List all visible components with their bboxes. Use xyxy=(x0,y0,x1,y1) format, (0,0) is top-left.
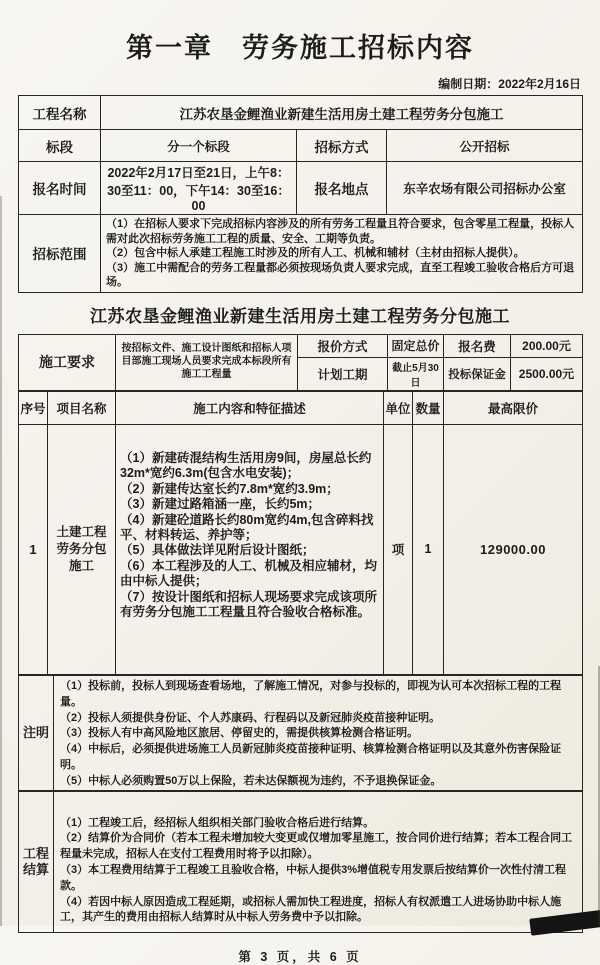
header-quantity: 数量 xyxy=(413,391,444,424)
description-line: （7）按设计图纸和招标人现场要求完成该项所有劳务分包施工工程量且符合验收合格标准。 xyxy=(120,589,377,620)
settlement-items xyxy=(54,791,583,932)
signup-place-value: 东辛农场有限公司招标办公室 xyxy=(387,162,583,215)
settlement-item: （3）本工程费用结算于工程竣工且验收合格，中标人提供3%增值税专用发票后按结算价一次性付清工程款。 xyxy=(60,863,567,892)
items-table xyxy=(18,391,583,675)
settlement-item: （2）结算价为合同价（若本工程未增加较大变更或仅增加零星施工，按合同价进行结算；若本工程合同工程量未完成，招标人在支付工程费用时将予以扣除）。 xyxy=(60,832,573,861)
signup-time-value: 2022年2月17日至21日，上午8：30至11：00，下午14：30至16：00 xyxy=(101,162,297,215)
requirements-description: 按招标文件、施工设计图纸和招标人项目部施工现场人员要求完成本标段所有施工工程量 xyxy=(116,334,298,390)
items-table-header xyxy=(19,391,583,424)
notes-items xyxy=(54,675,583,790)
requirements-label: 施工要求 xyxy=(19,334,116,390)
section-title: 江苏农垦金鲤渔业新建生活用房土建工程劳务分包施工 xyxy=(90,306,510,326)
notes-label: 注明 xyxy=(19,675,54,790)
signup-time-label: 报名时间 xyxy=(19,162,101,215)
item-name: 土建工程劳务分包施工 xyxy=(48,424,116,674)
signup-place-label: 报名地点 xyxy=(297,162,387,215)
header-description: 施工内容和特征描述 xyxy=(116,391,384,424)
plan-period-value: 截止5月30日 xyxy=(388,357,444,390)
scope-label: 招标范围 xyxy=(19,215,101,293)
settlement-item: （1）工程竣工后，经招标人组织相关部门验收合格后进行结算。 xyxy=(60,816,375,829)
page-number: 第 3 页，共 6 页 xyxy=(238,949,362,964)
quote-method-label: 报价方式 xyxy=(298,334,388,357)
section-value: 分一个标段 xyxy=(101,130,297,162)
scope-item: （1）在招标人要求下完成招标内容涉及的所有劳务工程量且符合要求，包含零星工程量，投标人需对此次招标劳务施工工程的质量、安全、工期等负责。 xyxy=(106,218,575,245)
scope-items xyxy=(101,215,583,293)
notes-table xyxy=(18,675,583,791)
signup-fee-label: 报名费 xyxy=(444,334,511,357)
header-unit: 单位 xyxy=(384,391,413,424)
item-no: 1 xyxy=(19,424,48,674)
bid-method-value: 公开招标 xyxy=(387,130,583,162)
compile-date: 编制日期：2022年2月16日 xyxy=(438,77,581,91)
description-line: （6）本工程涉及的人工、机械及相应辅材，均由中标人提供； xyxy=(120,558,377,589)
description-line: （4）新建砼道路长约80m宽约4m,包含碎料找平、材料转运、养护等； xyxy=(120,512,374,542)
item-max-price: 129000.00 xyxy=(444,424,583,674)
project-info-table xyxy=(18,95,583,293)
project-name-value: 江苏农垦金鲤渔业新建生活用房土建工程劳务分包施工 xyxy=(101,96,583,130)
settlement-item: （4）若因中标人原因造成工程延期，或招标人需加快工程进度，招标人有权派遣工人进场协助中标人施工，其产生的费用由招标人结算时从中标人劳务费中予以扣除。 xyxy=(60,895,562,924)
bid-method-label: 招标方式 xyxy=(297,130,387,162)
header-max-price: 最高限价 xyxy=(444,391,583,424)
item-quantity: 1 xyxy=(413,424,444,674)
project-name-label: 工程名称 xyxy=(19,96,101,130)
deposit-value: 2500.00元 xyxy=(511,357,583,390)
quote-method-value: 固定总价 xyxy=(388,334,444,357)
construction-requirements-table xyxy=(18,334,583,391)
description-line: （1）新建砖混结构生活用房9间，房屋总长约32m*宽约6.3m(包含水电安装)； xyxy=(120,450,372,481)
document-page xyxy=(0,26,600,965)
header-name: 项目名称 xyxy=(48,391,116,424)
settlement-table xyxy=(18,791,583,933)
page-title: 第一章 劳务施工招标内容 xyxy=(126,33,474,63)
table-row xyxy=(19,424,583,674)
note-item: （2）投标人须提供身份证、个人苏康码、行程码以及新冠肺炎疫苗接种证明。 xyxy=(60,711,441,724)
description-line: （3）新建过路箱涵一座，长约5m； xyxy=(120,497,321,512)
scope-item: （3）施工中需配合的劳务工程量都必须按现场负责人要求完成，直至工程竣工验收合格后方可退场。 xyxy=(106,261,575,289)
description-line: （5）具体做法详见附后设计图纸； xyxy=(120,543,315,558)
deposit-label: 投标保证金 xyxy=(444,357,511,390)
scan-edge-left xyxy=(0,196,2,926)
item-description xyxy=(116,424,384,674)
signup-fee-value: 200.00元 xyxy=(511,334,583,357)
note-item: （5）中标人必须购置50万以上保险，若未达保额视为违约，不予退换保证金。 xyxy=(60,774,442,787)
settlement-label: 工程结算 xyxy=(19,791,54,932)
note-item: （1）投标前，投标人到现场查看场地，了解施工情况，对参与投标的，即视为认可本次招标工程的工程量。 xyxy=(60,679,562,708)
description-line: （2）新建传达室长约7.8m*宽约3.9m； xyxy=(120,481,339,496)
section-label: 标段 xyxy=(19,130,101,162)
header-no: 序号 xyxy=(19,391,48,424)
note-item: （3）投标人有中高风险地区旅居、停留史的，需提供核算检测合格证明。 xyxy=(60,727,419,740)
scope-item: （2）包含中标人承建工程施工时涉及的所有人工、机械和辅材（主材由招标人提供）。 xyxy=(106,247,525,260)
plan-period-label: 计划工期 xyxy=(298,357,388,390)
note-item: （4）中标后，必须提供进场施工人员新冠肺炎疫苗接种证明、核算检测合格证明以及其意外伤害保险证明。 xyxy=(60,743,562,771)
item-unit: 项 xyxy=(384,424,413,674)
